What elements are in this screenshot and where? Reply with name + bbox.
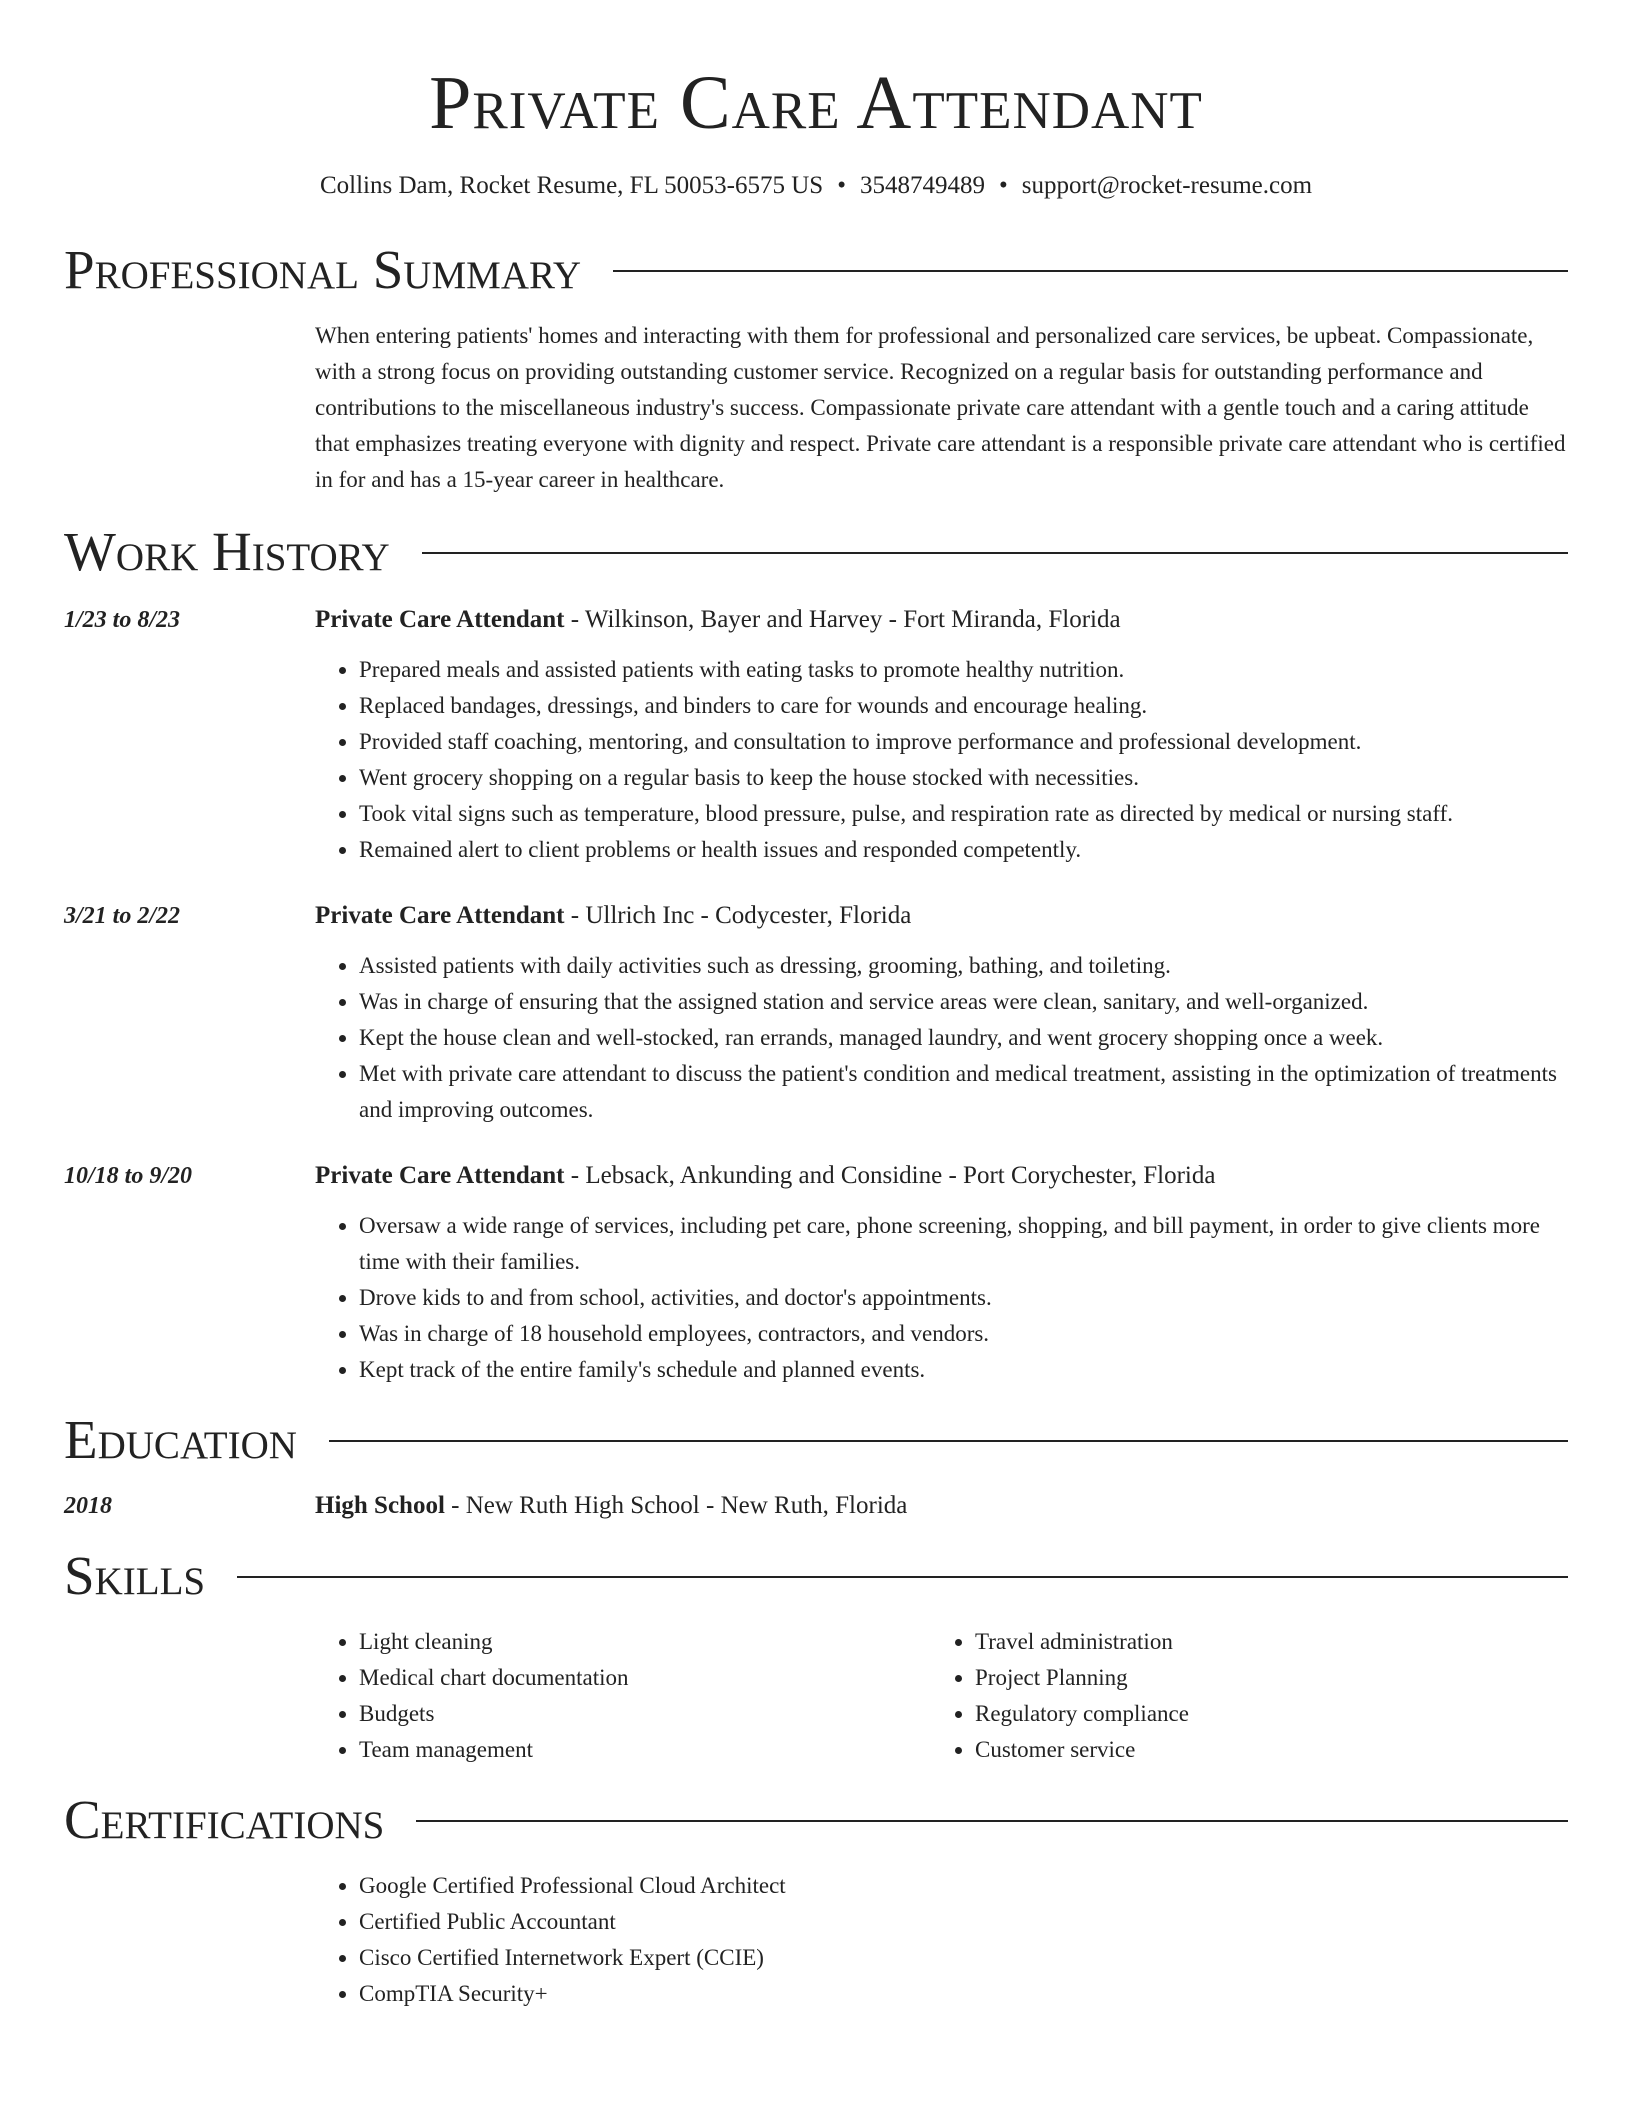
certification-item: • Google Certified Professional Cloud Architect (359, 1868, 1568, 1904)
job-role: Private Care Attendant (315, 606, 565, 633)
education-section-header (64, 1408, 1568, 1472)
skill-item: • Team management (359, 1732, 931, 1768)
job-dates: 3/21 to 2/22 (64, 903, 181, 929)
resume-page (64, 0, 1568, 2012)
summary-title: Professional Summary (64, 239, 582, 300)
education-heading (315, 1488, 907, 1524)
certification-item: • Certified Public Accountant (359, 1904, 1568, 1940)
education-degree: High School (315, 1492, 445, 1519)
skill-item: • Medical chart documentation (359, 1660, 931, 1696)
job-entry (64, 1158, 1568, 1388)
section-divider (422, 552, 1568, 554)
section-divider (329, 1440, 1568, 1442)
list-item: • Was in charge of ensuring that the assigned station and service areas were clean, sanitary, and well-organized. (359, 984, 1568, 1020)
skill-item: • Customer service (975, 1732, 1475, 1768)
job-bullets (315, 652, 1568, 868)
job-heading (315, 602, 1121, 638)
list-item: • Kept track of the entire family's schedule and planned events. (359, 1352, 1568, 1388)
certifications-title: Certifications (64, 1789, 385, 1850)
resume-name: Private Care Attendant (429, 61, 1203, 145)
job-bullets (315, 1208, 1568, 1388)
skill-item: • Light cleaning (359, 1624, 931, 1660)
skill-item: • Budgets (359, 1696, 931, 1732)
list-item: • Met with private care attendant to discuss the patient's condition and medical treatment, assisting in the optimization of treatments and improving outcomes. (359, 1056, 1568, 1128)
work-title: Work History (64, 521, 390, 582)
list-item: • Drove kids to and from school, activities, and doctor's appointments. (359, 1280, 1568, 1316)
list-item: • Replaced bandages, dressings, and binders to care for wounds and encourage healing. (359, 688, 1568, 724)
list-item: • Provided staff coaching, mentoring, and consultation to improve performance and professional development. (359, 724, 1568, 760)
section-divider (237, 1576, 1568, 1578)
work-section-header (64, 520, 1568, 584)
education-year: 2018 (64, 1493, 112, 1519)
job-role: Private Care Attendant (315, 902, 565, 929)
separator-dot: • (837, 172, 846, 199)
skills-section-header (64, 1544, 1568, 1608)
job-heading (315, 898, 911, 934)
education-entry (64, 1488, 1568, 1524)
skill-item: • Travel administration (975, 1624, 1475, 1660)
certification-item: • Cisco Certified Internetwork Expert (CCIE) (359, 1940, 1568, 1976)
email: support@rocket-resume.com (1021, 172, 1313, 199)
list-item: • Assisted patients with daily activities such as dressing, grooming, bathing, and toileting. (359, 948, 1568, 984)
job-heading (315, 1158, 1215, 1194)
skills-columns (315, 1624, 1568, 1768)
skills-title: Skills (64, 1545, 206, 1606)
education-title: Education (64, 1409, 297, 1470)
list-item: • Went grocery shopping on a regular basis to keep the house stocked with necessities. (359, 760, 1568, 796)
job-details: - Lebsack, Ankunding and Considine - Port Corychester, Florida (564, 1162, 1216, 1189)
job-role: Private Care Attendant (315, 1162, 565, 1189)
job-entry (64, 898, 1568, 1128)
list-item: • Was in charge of 18 household employees, contractors, and vendors. (359, 1316, 1568, 1352)
list-item: • Prepared meals and assisted patients with eating tasks to promote healthy nutrition. (359, 652, 1568, 688)
skills-list-right (931, 1624, 1475, 1768)
job-entry (64, 602, 1568, 868)
list-item: • Took vital signs such as temperature, blood pressure, pulse, and respiration rate as directed by medical or nursing staff. (359, 796, 1568, 832)
job-dates: 1/23 to 8/23 (64, 607, 181, 633)
certification-item: • CompTIA Security+ (359, 1976, 1568, 2012)
list-item: • Remained alert to client problems or health issues and responded competently. (359, 832, 1568, 868)
certifications-section-header (64, 1788, 1568, 1852)
list-item: • Oversaw a wide range of services, including pet care, phone screening, shopping, and bill payment, in order to give clients more time with their families. (359, 1208, 1568, 1280)
separator-dot: • (998, 172, 1008, 199)
section-divider (416, 1820, 1568, 1822)
contact-line (64, 170, 1568, 202)
education-details: - New Ruth High School - New Ruth, Florida (444, 1492, 908, 1519)
job-details: - Wilkinson, Bayer and Harvey - Fort Miranda, Florida (564, 606, 1121, 633)
job-details: - Ullrich Inc - Codycester, Florida (564, 902, 912, 929)
summary-section-header (64, 238, 1568, 302)
job-dates: 10/18 to 9/20 (64, 1163, 193, 1189)
job-bullets (315, 948, 1568, 1128)
summary-text: When entering patients' homes and interacting with them for professional and personalized care services, be upbeat. Compassionate, with a strong focus on providing outstanding customer service. Recognized on a regular basis for outstanding performance and contributions to the miscellaneous industry's success. Compassionate private care attendant with a gentle touch and a caring attitude that emphasizes treating everyone with dignity and respect. Private care attendant is a responsible private care attendant who is certified in for and has a 15-year career in healthcare. (315, 323, 1566, 492)
skills-list-left (315, 1624, 931, 1768)
address: Collins Dam, Rocket Resume, FL 50053-6575 US (319, 172, 824, 199)
phone: 3548749489 (859, 172, 985, 199)
certifications-list (315, 1868, 1568, 2012)
skill-item: • Project Planning (975, 1660, 1475, 1696)
skill-item: • Regulatory compliance (975, 1696, 1475, 1732)
section-divider (613, 270, 1568, 272)
list-item: • Kept the house clean and well-stocked, ran errands, managed laundry, and went grocery shopping once a week. (359, 1020, 1568, 1056)
